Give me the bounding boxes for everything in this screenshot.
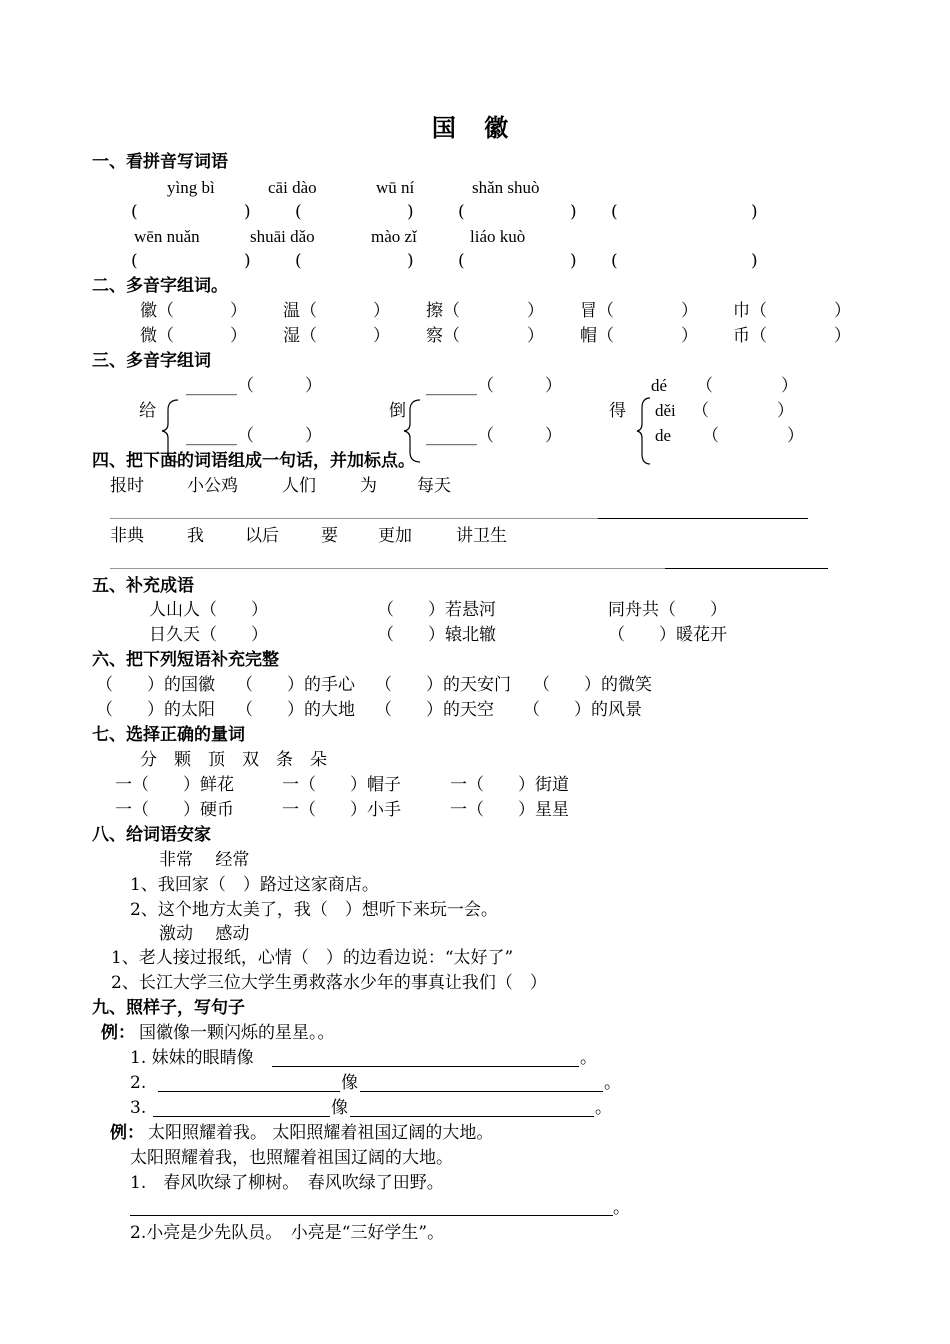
paren-blank: （ ） (696, 376, 798, 396)
answer-paren-close: ) (570, 251, 577, 271)
word: 报时 (110, 476, 144, 496)
char-blank: 币（ (733, 326, 767, 346)
paren-close: ） (681, 326, 698, 346)
period: 。 (580, 1048, 597, 1068)
word: 人们 (282, 476, 316, 496)
paren-close: ） (681, 301, 698, 321)
period: 。 (604, 1073, 621, 1093)
idiom: （ ）暖花开 (608, 625, 727, 645)
blank-with-paren: ______（ ） (186, 426, 322, 446)
phrase: （ ）的微笑 (533, 675, 652, 695)
paren-close: ） (230, 326, 247, 346)
char-blank: 微（ (140, 326, 174, 346)
answer-paren-open: ( (458, 202, 465, 222)
exercise-number: 3. (130, 1098, 147, 1118)
answer-paren-open: ( (458, 251, 465, 271)
xiang-label: 像 (341, 1073, 358, 1093)
measure-word-options: 分 颗 顶 双 条 朵 (140, 750, 327, 770)
word: 更加 (378, 526, 412, 546)
word: 我 (187, 526, 204, 546)
paren-close: ） (373, 301, 390, 321)
example-sentence: 太阳照耀着我，也照耀着祖国辽阔的大地。 (130, 1148, 453, 1168)
blank-with-paren: ______（ ） (426, 376, 562, 396)
paren-blank: （ ） (692, 401, 794, 421)
answer-paren-close: ) (244, 251, 251, 271)
exercise-item: 1. 妹妹的眼睛像 (130, 1048, 254, 1068)
answer-paren-open: ( (131, 251, 138, 271)
section-7-heading: 七、选择正确的量词 (92, 725, 245, 745)
answer-paren-open: ( (611, 251, 618, 271)
word-options: 激动 感动 (159, 924, 250, 944)
pinyin: shuāi dǎo (250, 227, 315, 246)
phrase: （ ）的天空 (375, 700, 494, 720)
example-label: 例： (101, 1023, 135, 1043)
answer-line (360, 1091, 603, 1092)
phrase: （ ）的风景 (523, 700, 642, 720)
char-blank: 徽（ (140, 301, 174, 321)
xiang-label: 像 (331, 1098, 348, 1118)
answer-paren-open: ( (131, 202, 138, 222)
phrase: （ ）的天安门 (375, 675, 511, 695)
blank-with-paren: ______（ ） (186, 376, 322, 396)
pinyin: shǎn shuò (472, 178, 540, 197)
answer-line (598, 518, 808, 519)
example-label: 例： (110, 1123, 144, 1143)
word: 要 (321, 526, 338, 546)
section-3-heading: 三、多音字组词 (92, 351, 211, 371)
measure-item: 一（ ）硬币 (115, 800, 234, 820)
char-blank: 冒（ (580, 301, 614, 321)
answer-line (272, 1066, 579, 1067)
phrase: （ ）的太阳 (96, 700, 215, 720)
word: 小公鸡 (187, 476, 238, 496)
answer-paren-close: ) (570, 202, 577, 222)
char-blank: 湿（ (283, 326, 317, 346)
char-blank: 温（ (283, 301, 317, 321)
exercise-item: 1. 春风吹绿了柳树。 春风吹绿了田野。 (130, 1173, 444, 1193)
pinyin: wēn nuǎn (134, 227, 200, 246)
blank-with-paren: ______（ ） (426, 426, 562, 446)
question: 1、老人接过报纸，心情（ ）的边看边说：“太好了” (111, 948, 514, 968)
measure-item: 一（ ）帽子 (282, 775, 401, 795)
word: 讲卫生 (456, 526, 507, 546)
paren-close: ） (834, 301, 851, 321)
poly-char: 给 (139, 401, 156, 421)
pinyin: wū ní (376, 178, 415, 197)
answer-paren-close: ) (244, 202, 251, 222)
paren-close: ） (527, 301, 544, 321)
pinyin: yìng bì (167, 178, 215, 197)
page-title: 国 徽 (431, 113, 519, 142)
phrase: （ ）的手心 (236, 675, 355, 695)
example-sentence: 国徽像一颗闪烁的星星。。 (139, 1023, 335, 1043)
question: 2、这个地方太美了，我（ ）想听下来玩一会。 (130, 900, 498, 920)
paren-close: ） (373, 326, 390, 346)
section-6-heading: 六、把下列短语补充完整 (92, 650, 279, 670)
answer-line (110, 518, 598, 519)
idiom: 同舟共（ ） (608, 600, 727, 620)
measure-item: 一（ ）街道 (450, 775, 569, 795)
phrase: （ ）的大地 (236, 700, 355, 720)
answer-paren-close: ) (751, 251, 758, 271)
section-5-heading: 五、补充成语 (92, 576, 194, 596)
phrase: （ ）的国徽 (96, 675, 215, 695)
answer-line (130, 1215, 613, 1216)
idiom: 人山人（ ） (149, 600, 268, 620)
pinyin: de (655, 426, 672, 445)
answer-line (665, 568, 828, 569)
brace-icon (635, 396, 653, 466)
word: 非典 (110, 526, 144, 546)
word: 每天 (417, 476, 451, 496)
poly-char: 倒 (389, 401, 406, 421)
paren-close: ） (834, 326, 851, 346)
answer-paren-close: ) (751, 202, 758, 222)
question: 1、我回家（ ）路过这家商店。 (130, 875, 379, 895)
section-9-heading: 九、照样子，写句子 (92, 998, 245, 1018)
word-options: 非常 经常 (159, 850, 250, 870)
poly-char: 得 (609, 401, 626, 421)
answer-line (350, 1116, 594, 1117)
paren-blank: （ ） (702, 426, 804, 446)
exercise-item: 2.小亮是少先队员。 小亮是“三好学生”。 (130, 1223, 445, 1243)
question: 2、长江大学三位大学生勇救落水少年的事真让我们（ ） (111, 973, 547, 993)
pinyin: cāi dào (268, 178, 317, 197)
pinyin: mào zǐ (371, 227, 417, 246)
example-sentence: 太阳照耀着我。 太阳照耀着祖国辽阔的大地。 (148, 1123, 494, 1143)
period: 。 (595, 1098, 612, 1118)
word: 以后 (245, 526, 279, 546)
answer-paren-open: ( (611, 202, 618, 222)
period: 。 (613, 1198, 630, 1218)
section-1-heading: 一、看拼音写词语 (92, 152, 228, 172)
idiom: 日久天（ ） (149, 625, 268, 645)
answer-paren-open: ( (295, 202, 302, 222)
section-8-heading: 八、给词语安家 (92, 825, 211, 845)
section-4-heading: 四、把下面的词语组成一句话，并加标点。 (92, 451, 415, 471)
char-blank: 擦（ (426, 301, 460, 321)
answer-line (158, 1091, 340, 1092)
pinyin: dé (651, 376, 668, 395)
char-blank: 察（ (426, 326, 460, 346)
answer-line (110, 568, 665, 569)
answer-paren-close: ) (407, 251, 414, 271)
paren-close: ） (230, 301, 247, 321)
exercise-number: 2. (130, 1073, 147, 1093)
answer-paren-open: ( (295, 251, 302, 271)
answer-line (153, 1116, 330, 1117)
word: 为 (360, 476, 377, 496)
idiom: （ ）辕北辙 (377, 625, 496, 645)
char-blank: 帽（ (580, 326, 614, 346)
measure-item: 一（ ）小手 (282, 800, 401, 820)
paren-close: ） (527, 326, 544, 346)
pinyin: liáo kuò (470, 227, 526, 246)
measure-item: 一（ ）鲜花 (115, 775, 234, 795)
pinyin: děi (655, 401, 676, 420)
answer-paren-close: ) (407, 202, 414, 222)
section-2-heading: 二、多音字组词。 (92, 276, 228, 296)
char-blank: 巾（ (733, 301, 767, 321)
idiom: （ ）若悬河 (377, 600, 496, 620)
measure-item: 一（ ）星星 (450, 800, 569, 820)
